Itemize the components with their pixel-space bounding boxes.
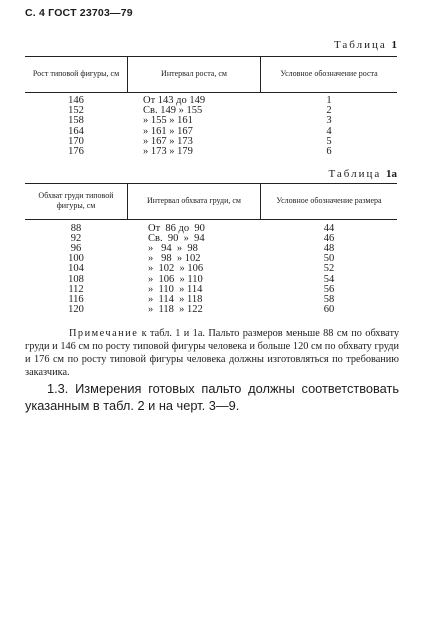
table1-cell-r6-c2: » 173 » 179 bbox=[143, 146, 193, 157]
table1-cell-r5-c2: » 167 » 173 bbox=[143, 135, 193, 147]
table1a-cell-r8-c2: » 114 » 118 bbox=[148, 293, 203, 305]
table1-header-designation: Условное обозначение роста bbox=[280, 69, 378, 78]
table1a-cell-r6-c3: 54 bbox=[323, 273, 335, 285]
table1a-header-interval: Интервал обхвата груди, см bbox=[147, 196, 241, 205]
table1a-caption bbox=[328, 168, 397, 180]
table1a-cell-r5-c2: » 102 » 106 bbox=[148, 263, 204, 275]
table1-cell-r4-c3: 4 bbox=[326, 125, 332, 137]
table1a-cell-r1-c1: 88 bbox=[70, 223, 82, 234]
table1a-cell-r8-c1: 116 bbox=[68, 293, 84, 305]
table1-cell-r5-c3: 5 bbox=[326, 135, 332, 147]
table1a-caption-word: Таблица bbox=[328, 168, 382, 180]
note-label: Примечание bbox=[69, 328, 139, 339]
table1-cell-r3-c2: » 155 » 161 bbox=[143, 115, 193, 127]
table1-header-rule bbox=[25, 92, 397, 93]
note-text: к табл. 1 и 1а. Пальто размеров меньше 88 см по обхвату груди и 146 см по росту типовой фигуры человека и больше 120 см по обхвату груди и 176 см по росту типовой фигуры человека должны изготовляться по требованию заказчика. bbox=[25, 328, 399, 378]
table1a-cell-r9-c2: » 118 » 122 bbox=[148, 303, 203, 315]
table1-cell-r2-c2: Св. 149 » 155 bbox=[143, 105, 203, 117]
table1-cell-r1-c3: 1 bbox=[326, 95, 332, 106]
table1a-cell-r5-c1: 104 bbox=[68, 263, 84, 275]
table1a-cell-r9-c1: 120 bbox=[68, 303, 84, 315]
table1a-cell-r4-c2: » 98 » 102 bbox=[148, 253, 201, 265]
table1a-cell-r7-c1: 112 bbox=[68, 283, 84, 295]
table1a-header-rule bbox=[25, 219, 397, 220]
table1-cell-r3-c3: 3 bbox=[326, 115, 332, 127]
table1-cell-r2-c3: 2 bbox=[326, 105, 332, 117]
table1-cell-r1-c2: От 143 до 149 bbox=[143, 95, 206, 106]
table1a-header-girth: Обхват груди типовой фигуры, см bbox=[38, 191, 114, 210]
table1a-cell-r2-c1: 92 bbox=[70, 233, 82, 245]
table1a-cell-r6-c1: 108 bbox=[68, 273, 84, 285]
table1a-cell-r7-c2: » 110 » 114 bbox=[148, 283, 203, 295]
table1a-cell-r2-c3: 46 bbox=[323, 233, 335, 245]
table1a-cell-r3-c2: » 94 » 98 bbox=[148, 243, 198, 255]
table1a-cell-r2-c2: Св. 90 » 94 bbox=[148, 233, 205, 245]
table1a-cell-r4-c1: 100 bbox=[68, 253, 84, 265]
table1-header-height: Рост типовой фигуры, см bbox=[32, 69, 120, 78]
paragraph-1-3: 1.3. Измерения готовых пальто должны соответствовать указанным в табл. 2 и на черт. 3—9. bbox=[25, 381, 399, 413]
table1a-cell-r1-c3: 44 bbox=[323, 223, 335, 234]
table1a-header-designation: Условное обозначение размера bbox=[276, 196, 382, 205]
table1a-cell-r3-c1: 96 bbox=[70, 243, 82, 255]
table1-cell-r5-c1: 170 bbox=[68, 135, 84, 147]
table1a-cell-r1-c2: От 86 до 90 bbox=[148, 223, 205, 234]
table1-cell-r6-c3: 6 bbox=[326, 146, 332, 157]
table1a-cell-r9-c3: 60 bbox=[323, 303, 335, 315]
table-note bbox=[25, 327, 399, 379]
table1-cell-r6-c1: 176 bbox=[68, 146, 84, 157]
table1a-cell-r7-c3: 56 bbox=[323, 283, 335, 295]
table1-caption-number: 1 bbox=[391, 39, 397, 51]
table1-caption-word: Таблица bbox=[333, 39, 387, 51]
table1a-cell-r6-c2: » 106 » 110 bbox=[148, 273, 203, 285]
table1a-cell-r5-c3: 52 bbox=[323, 263, 335, 275]
table1-cell-r2-c1: 152 bbox=[68, 105, 84, 117]
table1a-cell-r8-c3: 58 bbox=[323, 293, 335, 305]
table1a-vline-1 bbox=[127, 183, 128, 219]
table1-cell-r3-c1: 158 bbox=[68, 115, 84, 127]
table1-cell-r4-c2: » 161 » 167 bbox=[143, 125, 193, 137]
table1-header-interval: Интервал роста, см bbox=[161, 69, 227, 78]
table1a-top-rule bbox=[25, 183, 397, 184]
page-header: С. 4 ГОСТ 23703—79 bbox=[25, 7, 133, 19]
table1a-caption-number: 1а bbox=[386, 168, 397, 180]
table1-top-rule bbox=[25, 56, 397, 57]
table1-caption bbox=[334, 39, 397, 51]
table1-cell-r1-c1: 146 bbox=[68, 95, 84, 106]
table1a-cell-r4-c3: 50 bbox=[323, 253, 335, 265]
table1-cell-r4-c1: 164 bbox=[68, 125, 84, 137]
table1a-cell-r3-c3: 48 bbox=[323, 243, 335, 255]
